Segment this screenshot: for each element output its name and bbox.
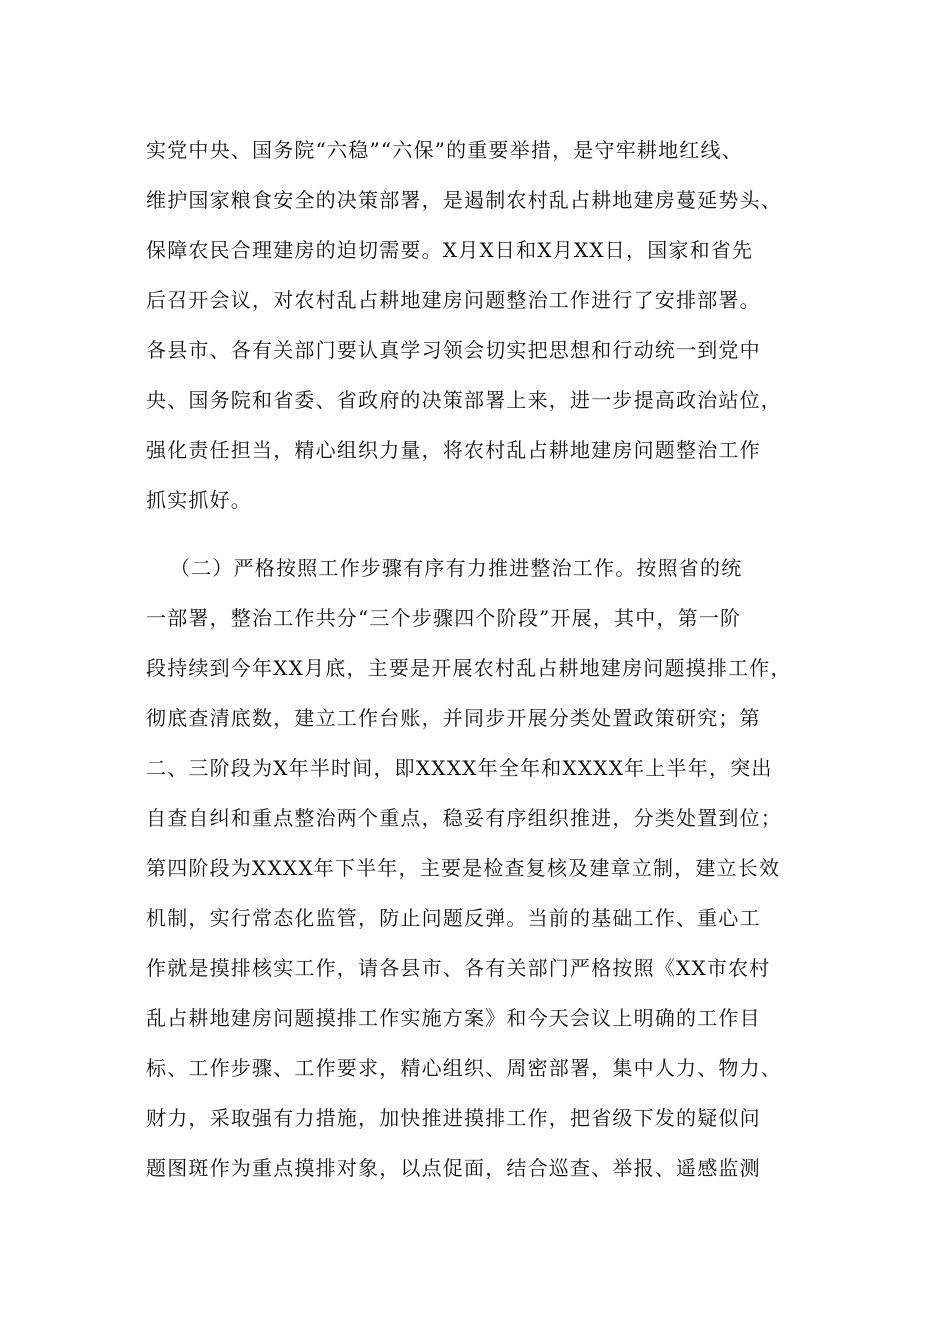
text-line: 段持续到今年XX月底，主要是开展农村乱占耕地建房问题摸排工作，: [146, 656, 792, 680]
text-line: 第四阶段为XXXX年下半年，主要是检查复核及建章立制，建立长效: [146, 856, 781, 880]
text-line: 自查自纠和重点整治两个重点，稳妥有序组织推进，分类处置到位；: [146, 806, 782, 830]
text-line: 一部署，整治工作共分“三个步骤四个阶段”开展，其中，第一阶: [146, 606, 742, 630]
text-line: 后召开会议，对农村乱占耕地建房问题整治工作进行了安排部署。: [146, 288, 761, 312]
text-line: 二、三阶段为X年半时间，即XXXX年全年和XXXX年上半年，突出: [146, 756, 773, 780]
text-line: 财力，采取强有力措施，加快推进摸排工作，把省级下发的疑似问: [146, 1106, 761, 1130]
text-line: 央、国务院和省委、省政府的决策部署上来，进一步提高政治站位，: [146, 388, 782, 412]
text-line: 抓实抓好。: [146, 488, 252, 512]
text-line: 乱占耕地建房问题摸排工作实施方案》和今天会议上明确的工作目: [146, 1006, 761, 1030]
text-line: 强化责任担当，精心组织力量，将农村乱占耕地建房问题整治工作: [146, 438, 761, 462]
text-line: 机制，实行常态化监管，防止问题反弹。当前的基础工作、重心工: [146, 906, 761, 930]
text-line: 标、工作步骤、工作要求，精心组织、周密部署，集中人力、物力、: [146, 1056, 782, 1080]
text-line: 题图斑作为重点摸排对象，以点促面，结合巡查、举报、遥感监测: [146, 1156, 761, 1180]
text-line: 实党中央、国务院“六稳”“六保”的重要举措，是守牢耕地红线、: [146, 138, 743, 162]
text-line: 保障农民合理建房的迫切需要。X月X日和X月XX日，国家和省先: [146, 238, 754, 262]
text-line: 维护国家粮食安全的决策部署，是遏制农村乱占耕地建房蔓延势头、: [146, 188, 782, 212]
text-line: 各县市、各有关部门要认真学习领会切实把思想和行动统一到党中: [146, 338, 761, 362]
section-heading-line: （二）严格按照工作步骤有序有力推进整治工作。按照省的统: [170, 556, 743, 580]
text-line: 彻底查清底数，建立工作台账，并同步开展分类处置政策研究；第: [146, 706, 761, 730]
text-line: 作就是摸排核实工作，请各县市、各有关部门严格按照《XX市农村: [146, 956, 771, 980]
